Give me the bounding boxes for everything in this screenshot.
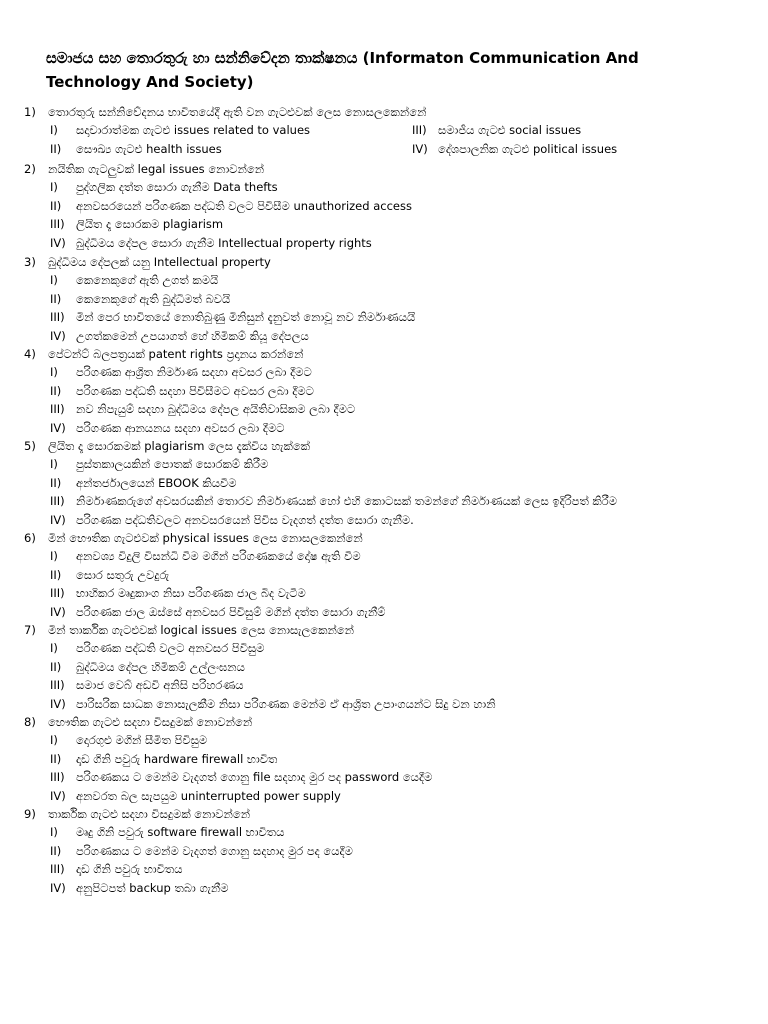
option-numeral: III) (412, 123, 427, 138)
answer-option (50, 659, 245, 675)
option-text: දෘඩ ගිනි පවුරු භාවිතය (76, 862, 183, 877)
question-text: මින් තාර්කික ගැටළුවක් logical issues ලෙස නොසැලකෙන්නේ (48, 623, 354, 637)
option-text: පරිගණකය ට මෙන්ම වැදගත් ගොනු සදහාද මුර පද යෙදීම (76, 843, 353, 858)
answer-option (412, 141, 617, 157)
question-9 (24, 806, 250, 822)
answer-option (50, 272, 218, 288)
answer-option (50, 383, 314, 399)
answer-option (50, 141, 222, 157)
option-text: පරිගණකය ට මෙන්ම වැදගත් ගොනු file සදහාද මුර පද password යෙදීම (76, 770, 433, 785)
option-text: සමාජීය ගැටළු social issues (438, 123, 582, 138)
option-numeral: IV) (50, 512, 66, 527)
option-numeral: I) (50, 365, 58, 380)
question-2 (24, 161, 264, 177)
answer-option (50, 179, 278, 195)
question-number: 6) (24, 531, 36, 545)
answer-option (50, 567, 169, 583)
answer-option (50, 548, 361, 564)
question-3 (24, 254, 271, 270)
answer-option (50, 732, 207, 748)
answer-option (50, 751, 277, 767)
question-number: 1) (24, 105, 36, 119)
option-text: අනවසරයෙන් පරිගණක පද්ධති වලට පිවිසීම unauthorized access (76, 198, 412, 213)
option-text: බුද්ධිමය දේපල හිමිකම් උල්ලංඝනය (76, 659, 245, 674)
answer-option (50, 640, 264, 656)
option-text: භාහිකර මෘදුකාංග නිසා පරිගණක ජාල බිද වැටීම (76, 586, 306, 601)
option-text: අනවරත බල සැපයුම uninterrupted power supply (76, 788, 341, 803)
answer-option (50, 788, 341, 804)
option-text: බුද්ධිමය දේපල සොරා ගැනීම Intellectual property rights (76, 235, 372, 250)
option-text: කෙනෙකුගේ ඇති බුද්ධිමත් බවයි (76, 291, 231, 306)
question-4 (24, 346, 304, 362)
option-numeral: I) (50, 123, 58, 138)
option-text: අනවශ්‍ය විදුලි විසන්ධි වීම මගින් පරිගණකයේ දෝෂ ඇති වීම (76, 549, 361, 564)
question-text: පේටන්ට් බලපත්‍රයක් patent rights ප්‍රදානය කරන්නේ (48, 347, 304, 361)
option-text: නිර්මාණකරුගේ අවසරයකින් තොරව නිර්මාණයක් හෝ එහි කොටසක් තමන්ගේ නිර්මාණයක් ලෙස ඉදිරිපත් කිරීම (76, 494, 617, 509)
answer-option (50, 291, 230, 307)
answer-option (412, 122, 581, 138)
option-numeral: II) (50, 843, 62, 858)
option-numeral: IV) (50, 420, 66, 435)
question-number: 4) (24, 347, 36, 361)
answer-option (50, 216, 223, 232)
answer-option (50, 198, 412, 214)
option-text: මින් පෙර භාවිතයේ නොතිබුණු මිනිසුන් දැනුවත් නොවූ නව නිර්මාණයයි (76, 310, 416, 325)
option-numeral: II) (50, 751, 62, 766)
question-number: 2) (24, 162, 36, 176)
option-numeral: II) (50, 291, 62, 306)
answer-option (50, 309, 415, 325)
answer-option (50, 677, 244, 693)
option-text: සමාජ වෙබ් අඩවි අනිසි පරිහරණය (76, 678, 244, 693)
question-text: තාර්කික ගැටළු සදහා විසදුමක් නොවන්නේ (48, 807, 251, 821)
option-numeral: III) (50, 494, 65, 509)
answer-option (50, 364, 312, 380)
option-text: පාරිසරික සාධක නොසැලකීම නිසා පරිගණක මෙන්ම ඒ ආශ්‍රිත උපාංගයන්ට සිදු වන හානි (76, 696, 496, 711)
answer-option (50, 769, 432, 785)
option-text: පරිගණක පද්ධති සදහා පිවිසීමට අවසර ලබා දීමට (76, 383, 314, 398)
option-numeral: III) (50, 862, 65, 877)
question-text: මින් භෞතික ගැටළුවක් physical issues ලෙස නොසලකෙන්නේ (48, 531, 363, 545)
option-numeral: II) (50, 567, 62, 582)
question-number: 7) (24, 623, 36, 637)
option-numeral: I) (50, 273, 58, 288)
option-text: සෞඛ්‍ය ගැටළු health issues (76, 141, 222, 156)
option-text: දොරගුළු මගින් සීමිත පිවිසුම (76, 733, 208, 748)
option-numeral: I) (50, 180, 58, 195)
question-number: 8) (24, 715, 36, 729)
document-title: සමාජය සහ තොරතුරු හා සන්නිවේදන තාක්ෂනය (Informaton Communication And Technology And Society) (46, 49, 639, 91)
option-text: අන්තර්ජාලයෙන් EBOOK කියවීම (76, 475, 237, 490)
option-numeral: I) (50, 733, 58, 748)
question-text: බුද්ධිමය දේපලක් යනු Intellectual property (48, 255, 271, 269)
option-text: නව නිපැයුම් සදහා බුද්ධිමය දේපල අයිතිවාසිකම ලබා දීමට (76, 402, 356, 417)
option-numeral: III) (50, 586, 65, 601)
option-numeral: II) (50, 383, 62, 398)
answer-option (50, 843, 353, 859)
option-numeral: III) (50, 678, 65, 693)
option-text: සොර සතුරු උවදුරු (76, 567, 170, 582)
option-numeral: I) (50, 825, 58, 840)
answer-option (50, 401, 355, 417)
question-number: 5) (24, 439, 36, 453)
option-text: උගත්කමෙන් උපයාගත් හේ හිමිකම් කියූ දේපලය (76, 328, 309, 343)
question-text: නයිතික ගැටලුවක් legal issues නොවන්නේ (48, 162, 265, 176)
question-text: ලියිත දෑ සොරකමක් plagiarism ලෙස දැක්විය හැක්කේ (48, 439, 311, 453)
answer-option (50, 328, 309, 344)
option-text: මෘදු ගිනි පවුරු software firewall භාවිතය (76, 825, 285, 840)
question-5 (24, 438, 310, 454)
answer-option (50, 235, 372, 251)
question-number: 3) (24, 255, 36, 269)
option-numeral: II) (50, 198, 62, 213)
answer-option (50, 824, 284, 840)
option-numeral: I) (50, 641, 58, 656)
option-numeral: I) (50, 457, 58, 472)
option-text: දෘඩ ගිනි පවුරු hardware firewall භාවිත (76, 751, 278, 766)
question-8 (24, 714, 252, 730)
answer-option (50, 122, 310, 138)
question-1 (24, 104, 426, 120)
option-numeral: IV) (50, 235, 66, 250)
question-text: භෞතික ගැටළු සදහා විසදුමක් නොවන්නේ (48, 715, 253, 729)
option-text: පරිගණක ජාල ඔස්සේ අනවසර පිවිසුම් මගින් දත්ත සොරා ගැනීම් (76, 604, 386, 619)
option-numeral: III) (50, 217, 65, 232)
option-text: කෙනෙකුගේ ඇති උගත් කමයි (76, 273, 219, 288)
option-numeral: III) (50, 770, 65, 785)
option-numeral: IV) (50, 880, 66, 895)
option-numeral: II) (50, 659, 62, 674)
answer-option (50, 880, 229, 896)
option-text: පුද්ගලික දත්ත සොරා ගැනීම Data thefts (76, 180, 278, 195)
option-numeral: IV) (412, 141, 428, 156)
option-numeral: III) (50, 402, 65, 417)
option-text: දේශපාලනික ගැටළු political issues (438, 141, 618, 156)
question-6 (24, 530, 363, 546)
answer-option (50, 456, 268, 472)
option-text: පරිගණක ආශ්‍රිත නිර්මාණ සදහා අවසර ලබා දීමට (76, 365, 312, 380)
answer-option (50, 585, 306, 601)
option-text: පරිගණක පද්ධති වලට අනවසර පිවිසුම (76, 641, 265, 656)
answer-option (50, 420, 285, 436)
option-numeral: III) (50, 310, 65, 325)
option-text: පරිගණක ආනයනය සදහා අවසර ලබා දීමට (76, 420, 285, 435)
option-numeral: IV) (50, 696, 66, 711)
answer-option (50, 512, 414, 528)
option-text: පුස්තකාලයකින් පොතක් සොරකම් කිරීම (76, 457, 269, 472)
option-numeral: IV) (50, 788, 66, 803)
option-text: අනුපිටපත් backup තබා ගැනීම (76, 880, 229, 895)
option-text: ලියිත දෑ සොරකම plagiarism (76, 217, 224, 232)
answer-option (50, 604, 385, 620)
option-numeral: IV) (50, 328, 66, 343)
option-text: සදාචාරාත්මක ගැටළු issues related to values (76, 123, 311, 138)
option-numeral: IV) (50, 604, 66, 619)
answer-option (50, 493, 617, 509)
question-number: 9) (24, 807, 36, 821)
question-text: තොරතුරු සන්නිවේදනය භාවිතයේදී ඇති වන ගැටළුවක් ලෙස නොසලකෙන්නේ (48, 105, 427, 119)
answer-option (50, 696, 496, 712)
option-numeral: II) (50, 475, 62, 490)
answer-option (50, 475, 237, 491)
option-text: පරිගණක පද්ධතිවලට අනවසරයෙන් පිවිස වැදගත් දත්ත සොරා ගැනීම. (76, 512, 414, 527)
option-numeral: II) (50, 141, 62, 156)
option-numeral: I) (50, 549, 58, 564)
question-7 (24, 622, 354, 638)
answer-option (50, 861, 183, 877)
